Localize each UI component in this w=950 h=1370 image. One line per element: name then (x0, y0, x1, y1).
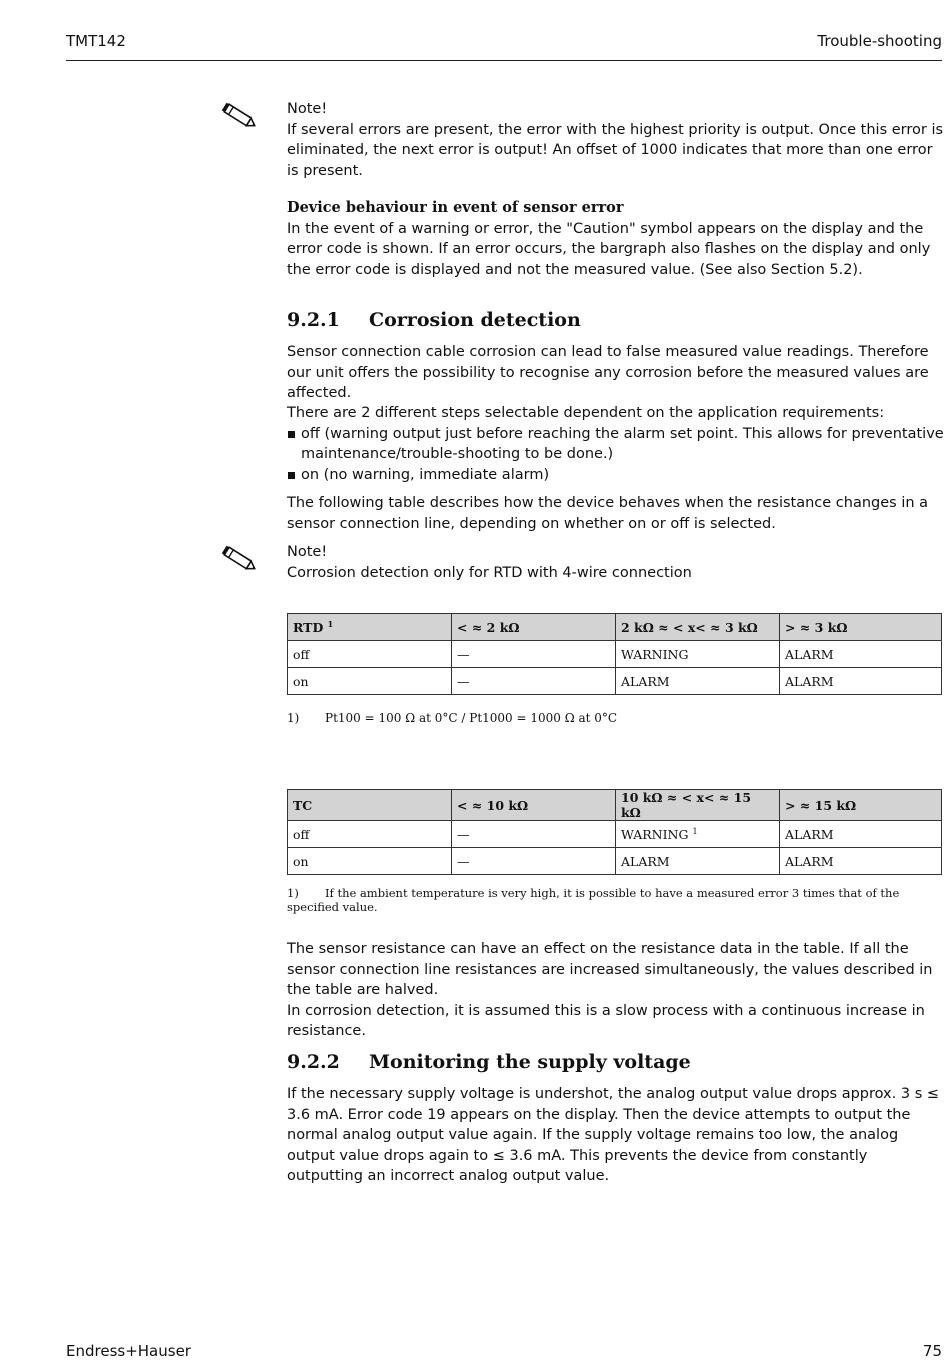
footnote-text: If the ambient temperature is very high, it is possible to have a measured error 3 times that of the specified value. (287, 886, 900, 914)
corrosion-steps (287, 403, 947, 485)
note-text: Corrosion detection only for RTD with 4-wire connection (287, 564, 692, 581)
paragraph: Sensor connection cable corrosion can lead to false measured value readings. Therefore our unit offers the possibility to recognise any corrosion before the measured values are affected. (287, 344, 929, 401)
paragraph: The following table describes how the device behaves when the resistance changes in a sensor connection line, depending on whether on or off is selected. (287, 495, 929, 532)
table-header-cell: > ≈ 15 kΩ (780, 790, 942, 821)
table-row (288, 848, 942, 875)
table-cell: ALARM (616, 848, 780, 875)
corrosion-para-1 (287, 342, 947, 404)
table-cell: WARNING (616, 641, 780, 668)
paragraph: The sensor resistance can have an effect on the resistance data in the table. If all the sensor connection line resistances are increased simultaneously, the values described in the table are halved. (287, 941, 933, 998)
table-header-row (288, 790, 942, 821)
table-cell: ALARM (780, 641, 942, 668)
rtd-footnote (287, 711, 617, 725)
table-cell: — (452, 668, 616, 695)
rtd-table (287, 613, 942, 695)
corrosion-para-3 (287, 493, 947, 534)
table-row (288, 821, 942, 848)
section-number: 9.2.2 (287, 1051, 340, 1073)
note-label: Note! (287, 544, 328, 560)
table-header-cell: < ≈ 10 kΩ (452, 790, 616, 821)
section-heading-922 (287, 1051, 691, 1073)
table-cell: off (288, 821, 452, 848)
section-title: Corrosion detection (369, 309, 581, 331)
table-cell: ALARM (616, 668, 780, 695)
footnote-text: Pt100 = 100 Ω at 0°C / Pt1000 = 1000 Ω at 0°C (325, 711, 618, 725)
table-cell: — (452, 821, 616, 848)
pencil-icon (220, 100, 260, 134)
footer-left: Endress+Hauser (66, 1342, 191, 1360)
table-header-row (288, 614, 942, 641)
table-header-cell: 10 kΩ ≈ < x< ≈ 15 kΩ (616, 790, 780, 821)
paragraph: If the necessary supply voltage is undershot, the analog output value drops approx. 3 s ≤ 3.6 mA. Error code 19 appears on the display. Then the device attempts to output the normal analog output value again. If the supply voltage remains too low, the analog output value drops again to ≤ 3.6 mA. This prevents the device from constantly outputting an incorrect analog output value. (287, 1086, 940, 1184)
tc-table (287, 789, 942, 875)
sensor-error-text: In the event of a warning or error, the "Caution" symbol appears on the display and the error code is shown. If an error occurs, the bargraph also flashes on the display and only the error code is displayed and not the measured value. (See also Section 5.2). (287, 220, 931, 278)
pencil-icon (220, 543, 260, 577)
section-heading-921 (287, 309, 581, 331)
section-number: 9.2.1 (287, 309, 340, 331)
list-item: off (warning output just before reaching the alarm set point. This allows for preventative maintenance/trouble-shooting to be done.) (287, 424, 947, 465)
table-header-cell: 2 kΩ ≈ < x< ≈ 3 kΩ (616, 614, 780, 641)
table-header-cell: < ≈ 2 kΩ (452, 614, 616, 641)
note-text: If several errors are present, the error with the highest priority is output. Once this error is eliminated, the next error is output! An offset of 1000 indicates that more than one error is present. (287, 121, 944, 179)
tc-footnote (287, 886, 950, 914)
table-header-cell: > ≈ 3 kΩ (780, 614, 942, 641)
footnote-number: 1) (287, 711, 300, 725)
table-cell: — (452, 641, 616, 668)
table-header-cell: RTD $^1$ (288, 614, 452, 641)
header-left: TMT142 (66, 32, 126, 50)
page-number: 75 (922, 1342, 942, 1360)
steps-intro: There are 2 different steps selectable dependent on the application requirements: (287, 405, 885, 421)
table-cell: WARNING $^1$ (616, 821, 780, 848)
header-divider (66, 60, 942, 61)
note-1 (287, 99, 947, 181)
table-cell: on (288, 668, 452, 695)
steps-list (287, 424, 947, 486)
list-item: on (no warning, immediate alarm) (287, 465, 947, 486)
footnote-number: 1) (287, 886, 299, 900)
table-header-cell: TC (288, 790, 452, 821)
table-cell: ALARM (780, 821, 942, 848)
note-label: Note! (287, 101, 328, 117)
sensor-error-heading: Device behaviour in event of sensor error (287, 199, 624, 216)
table-row (288, 641, 942, 668)
table-cell: ALARM (780, 668, 942, 695)
table-cell: ALARM (780, 848, 942, 875)
table-cell: on (288, 848, 452, 875)
note-2 (287, 542, 947, 583)
supply-voltage-para (287, 1084, 947, 1187)
table-cell: — (452, 848, 616, 875)
table-row (288, 668, 942, 695)
header-right: Trouble-shooting (817, 32, 942, 50)
resistance-para (287, 939, 947, 1042)
sensor-error-block (287, 198, 947, 280)
paragraph: In corrosion detection, it is assumed this is a slow process with a continuous increase in resistance. (287, 1002, 925, 1039)
section-title: Monitoring the supply voltage (369, 1051, 691, 1073)
table-cell: off (288, 641, 452, 668)
